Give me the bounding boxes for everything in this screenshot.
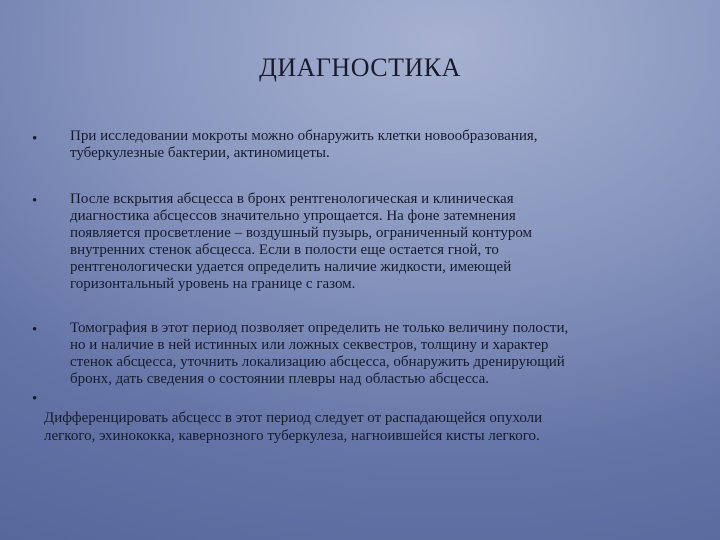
bullet-text-2: После вскрытия абсцесса в бронх рентгенологическая и клиническая диагностика абсцессов значительно упрощается. На фоне затемнения появляется просветление – воздушный пузырь, ограниченный контуром внутренних стенок абсцесса. Если в полости еще остается гной, то рентгенологически удается определить наличие жидкости, имеющей горизонтальный уровень на границе с газом. [70, 191, 533, 292]
bullet-text-3: Томография в этот период позволяет определить не только величину полости, но и наличие в ней истинных или ложных секвестров, толщину и характер стенок абсцесса, уточнить локализацию абсцесса, обнаружить дренирующий бронх, дать сведения о состоянии плевры над областью абсцесса. [70, 320, 569, 387]
bullet-marker-3: • [32, 322, 38, 338]
bullet-text-1: При исследовании мокроты можно обнаружить клетки новообразования, туберкулезные бактерии, актиномицеты. [70, 128, 538, 161]
bullet-marker-2: • [32, 193, 38, 209]
bullet-text-4: Дифференцировать абсцесс в этот период следует от распадающейся опухоли легкого, эхинококка, кавернозного туберкулеза, нагноившейся кисты легкого. [44, 410, 543, 444]
bullet-marker-1: • [32, 131, 38, 147]
slide-title: ДИАГНОСТИКА [259, 53, 461, 82]
bullet-marker-4: • [32, 391, 38, 407]
